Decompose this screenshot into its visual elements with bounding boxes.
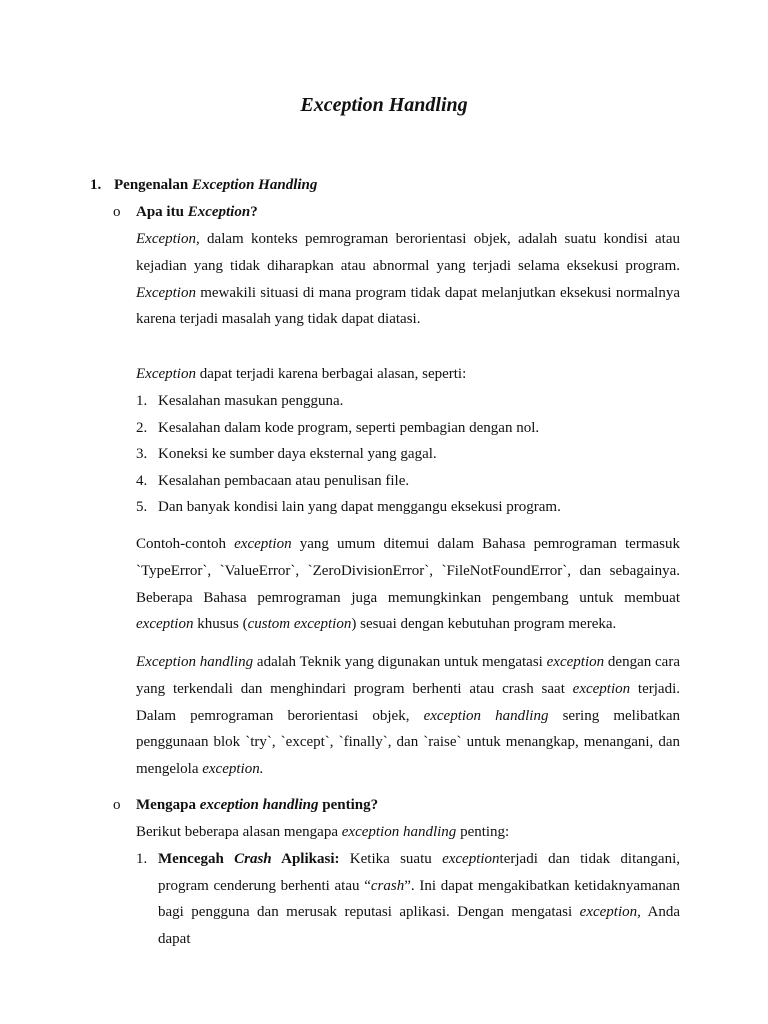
causes-list — [136, 392, 680, 525]
subheading-what-is-exception: o Apa itu Exception? — [113, 204, 258, 220]
paragraph-causes-intro: Exception dapat terjadi karena berbagai alasan, seperti: — [136, 366, 467, 382]
paragraph-examples: Contoh-contoh exception yang umum ditemui dalam Bahasa pemrograman termasuk `TypeError`, `ValueError`, `ZeroDivisionError`, `FileNotFoundError`, dan sebagainya. Beberapa Bahasa pemrograman juga memungkinkan pengembang untuk membuat exception khusus (custom exception) sesuai dengan kebutuhan program mereka. — [136, 536, 680, 633]
subheading-why-important: o Mengapa exception handling penting? — [113, 797, 379, 813]
list-item: 3. Koneksi ke sumber daya eksternal yang gagal. — [136, 446, 437, 462]
list-item: 2. Kesalahan dalam kode program, seperti pembagian dengan nol. — [136, 419, 540, 436]
section-label-italic: Exception Handling — [191, 177, 318, 193]
document-title: Exception Handling — [300, 94, 468, 116]
section-label: Pengenalan — [114, 177, 192, 193]
section-heading — [90, 177, 317, 194]
bullet-icon: o — [113, 797, 121, 813]
list-item: 4. Kesalahan pembacaan atau penulisan file. — [136, 472, 410, 489]
bullet-icon: o — [113, 204, 121, 220]
paragraph-exception-handling: Exception handling adalah Teknik yang digunakan untuk mengatasi exception dengan cara yang terkendali dan menghindari program berhenti atau crash saat exception terjadi. Dalam pemrograman berorientasi objek, exception handling sering melibatkan penggunaan blok `try`, `except`, `finally`, dan `raise` untuk menangkap, menangani, dan mengelola exception. — [136, 654, 680, 778]
list-item: 1. Mencegah Crash Aplikasi: Ketika suatu exceptionterjadi dan tidak ditangani, program cenderung berhenti atau “crash”. Ini dapat mengakibatkan ketidaknyamanan bagi pengguna dan merusak reputasi aplikasi. Dengan mengatasi exception, Anda dapat — [136, 851, 680, 947]
list-item: 5. Dan banyak kondisi lain yang dapat menggangu eksekusi program. — [136, 499, 561, 515]
paragraph-reasons-intro: Berikut beberapa alasan mengapa exception handling penting: — [136, 824, 510, 840]
section-number: 1. — [90, 177, 102, 193]
paragraph-definition: Exception, dalam konteks pemrograman berorientasi objek, adalah suatu kondisi atau kejadian yang tidak diharapkan atau abnormal yang terjadi selama eksekusi program. Exception mewakili situasi di mana program tidak dapat melanjutkan eksekusi normalnya karena terjadi masalah yang tidak dapat diatasi. — [136, 231, 680, 328]
list-item: 1. Kesalahan masukan pengguna. — [136, 393, 344, 409]
